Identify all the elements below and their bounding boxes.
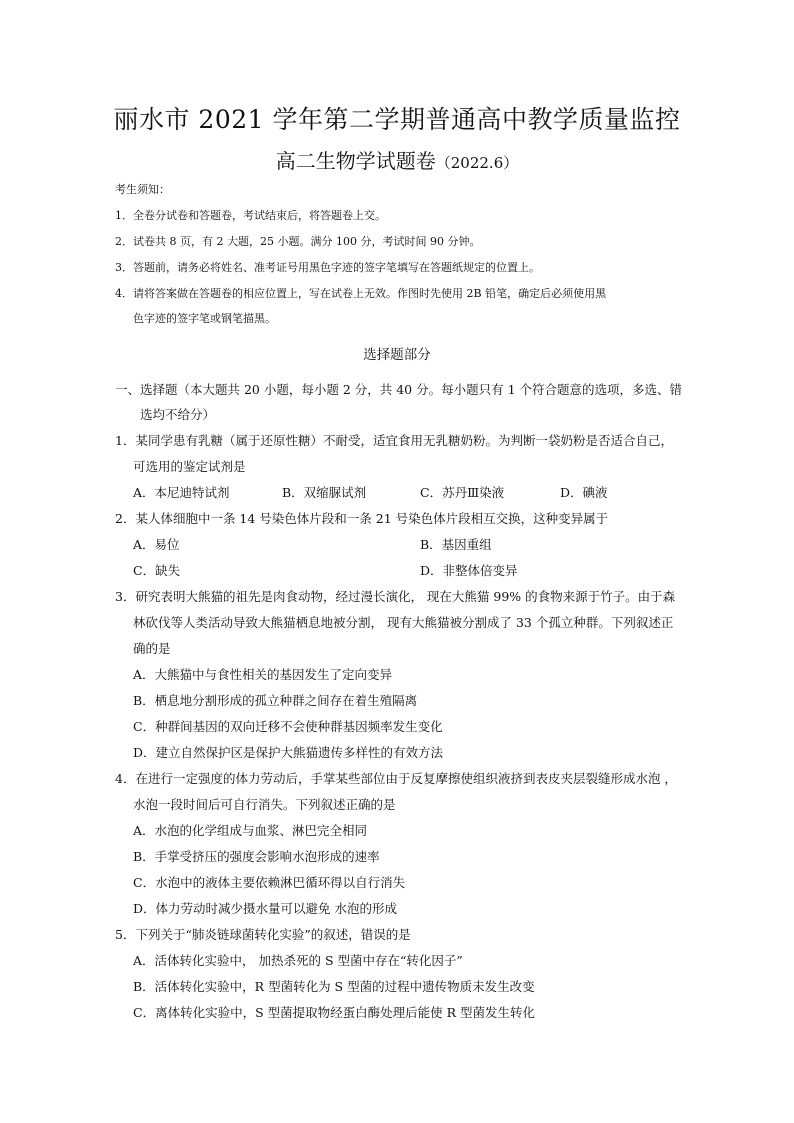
notice-heading: 考生须知：	[115, 183, 170, 196]
question-5-option-c: C．离体转化实验中，S 型菌提取物经蛋白酶处理后能使 R 型菌发生转化	[133, 1005, 535, 1020]
question-4-option-d: D．体力劳动时减少摄水量可以避免 水泡的形成	[133, 901, 397, 916]
question-2-stem: 2．某人体细胞中一条 14 号染色体片段和一条 21 号染色体片段相互交换，这种变异属于	[115, 511, 609, 526]
subtitle-text: 高二生物学试题卷	[275, 149, 436, 173]
exam-subtitle	[0, 145, 794, 174]
question-1-option-b: B．双缩脲试剂	[282, 485, 367, 500]
question-3-stem: 3．研究表明大熊猫的祖先是肉食动物，经过漫长演化， 现在大熊猫 99% 的食物来源于竹子。由于森	[115, 589, 676, 604]
question-1-option-c: C．苏丹Ⅲ染液	[420, 485, 505, 500]
question-1-stem-cont: 可选用的鉴定试剂是	[133, 459, 246, 474]
question-4-stem: 4．在进行一定强度的体力劳动后，手掌某些部位由于反复摩擦使组织液挤到表皮夹层裂缝形成水泡 ，	[115, 771, 677, 786]
notice-item-1: 1．全卷分试卷和答题卷，考试结束后，将答题卷上交。	[115, 209, 386, 222]
question-5-option-b: B．活体转化实验中，R 型菌转化为 S 型菌的过程中遗传物质未发生改变	[133, 979, 535, 994]
question-1-option-d: D．碘液	[560, 485, 608, 500]
question-3-stem-cont: 林砍伐等人类活动导致大熊猫栖息地被分割， 现有大熊猫被分割成了 33 个孤立种群。下列叙述正	[133, 615, 674, 630]
question-1-stem: 1．某同学患有乳糖（属于还原性糖）不耐受，适宜食用无乳糖奶粉。为判断一袋奶粉是否适合自己，	[115, 433, 673, 448]
question-5-option-a: A．活体转化实验中， 加热杀死的 S 型菌中存在“转化因子”	[133, 953, 463, 968]
section-title: 选择题部分	[363, 347, 431, 363]
question-1-option-a: A．本尼迪特试剂	[133, 485, 230, 500]
question-2-option-c: C．缺失	[133, 563, 181, 578]
question-3-option-b: B．栖息地分割形成的孤立种群之间存在着生殖隔离	[133, 693, 418, 708]
exam-date: （2022.6）	[435, 154, 519, 172]
question-2-option-a: A．易位	[133, 537, 180, 552]
question-2-option-b: B．基因重组	[420, 537, 492, 552]
part-one-instructions: 一、选择题（本大题共 20 小题，每小题 2 分，共 40 分。每小题只有 1 个符合题意的选项，多选、错	[115, 382, 683, 397]
part-one-instructions-cont: 选均不给分）	[140, 407, 216, 422]
exam-title: 丽水市 2021 学年第二学期普通高中教学质量监控	[113, 105, 681, 134]
question-3-stem-cont-2: 确的是	[133, 641, 171, 656]
question-3-option-a: A．大熊猫中与食性相关的基因发生了定向变异	[133, 667, 393, 682]
notice-item-3: 3．答题前，请务必将姓名、准考证号用黑色字迹的签字笔填写在答题纸规定的位置上。	[115, 261, 540, 274]
notice-item-4: 4．请将答案做在答题卷的相应位置上，写在试卷上无效。作图时先使用 2B 铅笔，确定后必须使用黑	[115, 287, 607, 300]
notice-item-4-cont: 色字迹的签字笔或钢笔描黑。	[133, 312, 276, 325]
question-4-option-b: B．手掌受挤压的强度会影响水泡形成的速率	[133, 849, 380, 864]
question-4-option-a: A．水泡的化学组成与血浆、淋巴完全相同	[133, 823, 368, 838]
question-2-option-d: D．非整体倍变异	[420, 563, 518, 578]
question-3-option-c: C．种群间基因的双向迁移不会使种群基因频率发生变化	[133, 719, 443, 734]
question-4-option-c: C．水泡中的液体主要依赖淋巴循环得以自行消失	[133, 875, 406, 890]
question-3-option-d: D．建立自然保护区是保护大熊猫遗传多样性的有效方法	[133, 745, 444, 760]
question-4-stem-cont: 水泡一段时间后可自行消失。下列叙述正确的是	[133, 797, 396, 812]
notice-item-2: 2．试卷共 8 页，有 2 大题，25 小题。满分 100 分，考试时间 90 分钟。	[115, 235, 481, 248]
question-5-stem: 5．下列关于“肺炎链球菌转化实验”的叙述，错误的是	[115, 927, 411, 942]
